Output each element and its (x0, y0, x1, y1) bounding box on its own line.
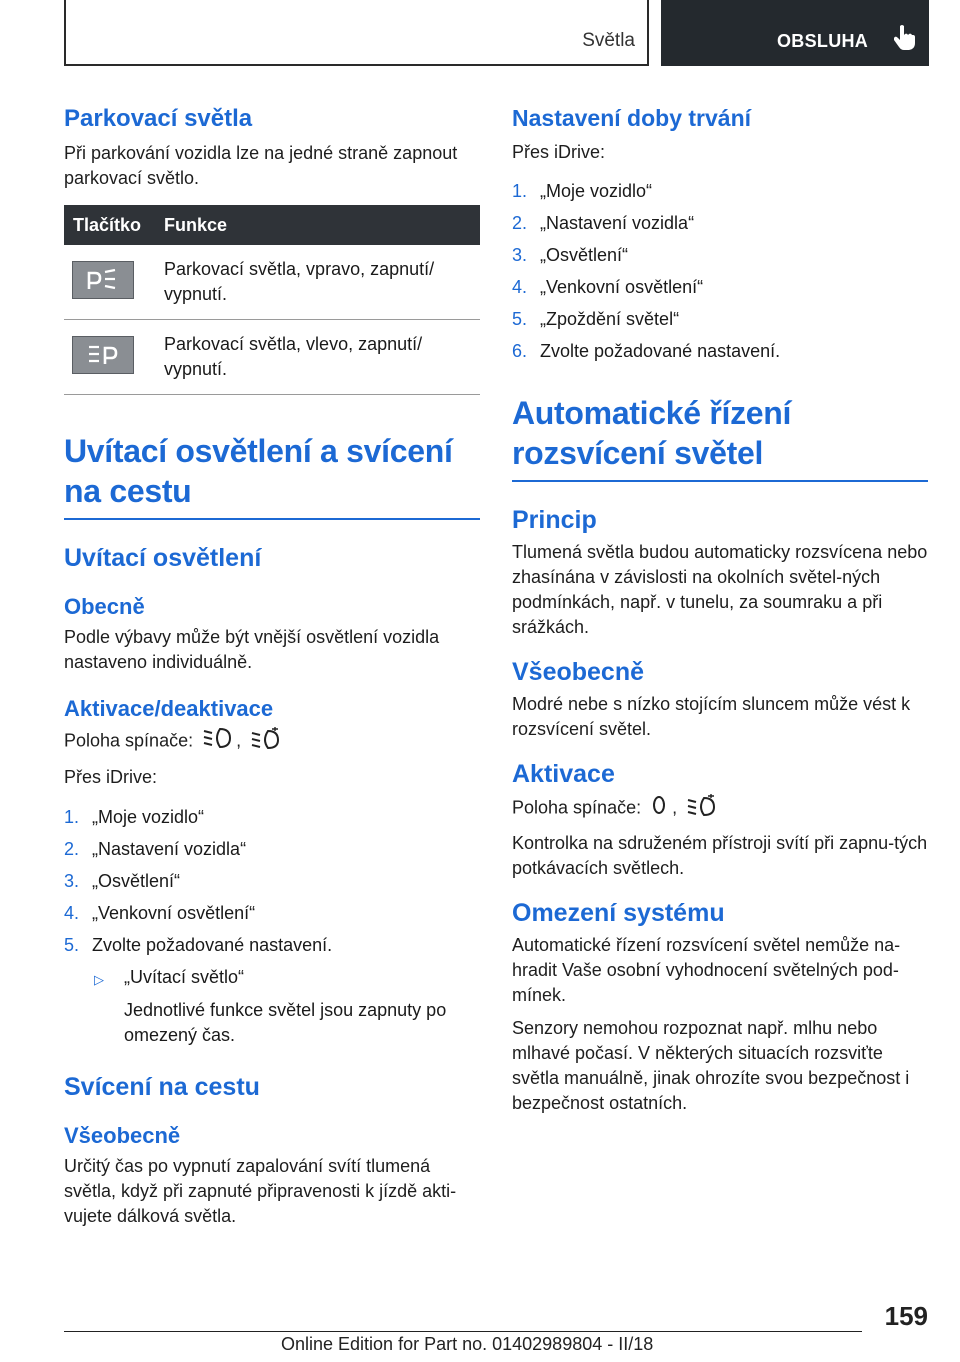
principle-text: Tlumená světla budou automaticky rozsvícena nebo zhasínána v závislosti na okolních světel‐ných podmínkách, např. v tunelu, za soumraku a při srážkách. (512, 542, 928, 637)
footer-divider (64, 1331, 862, 1332)
right-column (512, 100, 928, 1116)
parking-lights-heading: Parkovací světla (64, 105, 253, 132)
list-item: 5. Zvolte požadované nastavení. (64, 935, 333, 955)
auto-light-icon (686, 794, 716, 823)
table-header-button: Tlačítko (73, 214, 142, 235)
duration-steps-list (512, 179, 928, 364)
switch-position-line: Poloha spínače: , (64, 727, 480, 756)
header-section-box (64, 0, 649, 66)
list-item: 1. „Moje vozidlo“ (64, 807, 205, 827)
general-heading: Obecně (64, 594, 145, 619)
page-number: 159 (884, 1301, 928, 1331)
limits-text-2: Senzory nemohou rozpoznat např. mlhu nebo mlhavé počasí. V některých situacích rozsviťte světla manuálně, jinak ohrozíte svou bezpečnost i bezpečnost ostatních. (512, 1018, 910, 1113)
header-section-title: Světla (582, 30, 635, 51)
list-item: 3. „Osvětlení“ (512, 245, 629, 265)
activation-text: Kontrolka na sdruženém přístroji svítí při zapnu‐tých potkávacích světlech. (512, 833, 928, 878)
parking-lights-intro: Při parkování vozidla lze na jedné straně zapnout parkovací světlo. (64, 143, 458, 188)
header-chapter-box (661, 0, 929, 66)
table-row-function: Parkovací světla, vpravo, zapnutí/ vypnutí. (164, 259, 435, 304)
table-row (64, 320, 480, 395)
idrive-label: Přes iDrive: (64, 767, 158, 787)
triangle-bullet-icon: ▷ (94, 972, 104, 987)
list-item: 4. „Venkovní osvětlení“ (64, 903, 256, 923)
right-switch-position-line: Poloha spínače: , (512, 794, 928, 823)
right-general-heading: Všeobecně (512, 658, 645, 686)
home-lights-heading: Svícení na cestu (64, 1073, 260, 1101)
sub-item-text: Jednotlivé funkce světel jsou zapnuty po omezený čas. (124, 1000, 447, 1045)
sub-list-item: ▷ „Uvítací světlo“ (94, 965, 480, 992)
home-general-heading: Všeobecně (64, 1123, 181, 1148)
footer-edition: Online Edition for Part no. 01402989804 - II/18 (281, 1334, 654, 1354)
zero-position-icon (650, 794, 668, 823)
header-chapter-title: OBSLUHA (777, 31, 869, 51)
table-header-function: Funkce (164, 214, 228, 235)
list-item: 6. Zvolte požadované nastavení. (512, 341, 781, 361)
left-column (64, 100, 480, 1229)
list-item: 2. „Nastavení vozidla“ (512, 213, 695, 233)
table-row-function: Parkovací světla, vlevo, zapnutí/ vypnutí. (164, 334, 423, 379)
auto-light-icon (250, 727, 280, 756)
idrive-label: Přes iDrive: (512, 142, 606, 162)
table-row (64, 245, 480, 320)
list-item: 1. „Moje vozidlo“ (512, 181, 653, 201)
principle-heading: Princip (512, 506, 597, 534)
low-beam-icon (202, 727, 232, 756)
general-text: Podle výbavy může být vnější osvětlení vozidla nastaveno individuálně. (64, 627, 440, 672)
hand-pointer-icon (894, 24, 916, 55)
auto-lights-heading: Automatické řízení rozsvícení světel (512, 393, 928, 482)
welcome-light-subheading: Uvítací osvětlení (64, 544, 262, 572)
parking-light-left-icon (72, 336, 134, 374)
table-header (64, 205, 480, 245)
duration-heading: Nastavení doby trvání (512, 105, 752, 131)
list-item: 5. „Zpoždění světel“ (512, 309, 680, 329)
limits-text-1: Automatické řízení rozsvícení světel nemůže na‐hradit Vaše osobní vyhodnocení světelných pod‐mínek. (512, 935, 901, 1005)
right-general-text: Modré nebe s nízko stojícím sluncem může vést k rozsvícení světel. (512, 694, 911, 739)
list-item: 4. „Venkovní osvětlení“ (512, 277, 704, 297)
parking-light-right-icon (72, 261, 134, 299)
list-item: 2. „Nastavení vozidla“ (64, 839, 247, 859)
welcome-steps-list (64, 805, 480, 958)
home-general-text: Určitý čas po vypnutí zapalování svítí tlumená světla, když při zapnuté připravenosti k jízdě akti‐vujete dálková světla. (64, 1156, 457, 1226)
list-item: 3. „Osvětlení“ (64, 871, 181, 891)
right-activation-heading: Aktivace (512, 760, 615, 788)
activation-heading: Aktivace/deaktivace (64, 696, 274, 721)
welcome-lights-heading: Uvítací osvětlení a svícení na cestu (64, 431, 480, 520)
limits-heading: Omezení systému (512, 899, 725, 927)
parking-lights-table (64, 205, 480, 395)
